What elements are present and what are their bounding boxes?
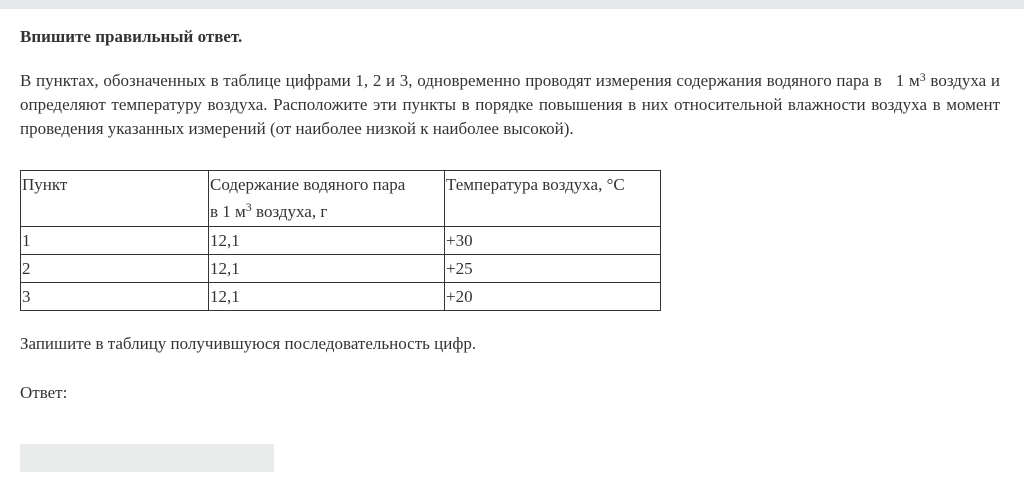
cell-vapor: 12,1 (209, 283, 445, 311)
answer-label: Ответ: (20, 383, 68, 402)
table-row (21, 255, 661, 283)
table-row (21, 227, 661, 255)
instruction-text: Запишите в таблицу получившуюся последовательность цифр. (20, 334, 477, 353)
question-text (20, 69, 1000, 141)
table-header-row (21, 171, 661, 227)
task-title: Впишите правильный ответ. (20, 27, 243, 46)
cell-point: 1 (21, 227, 209, 255)
cell-point: 2 (21, 255, 209, 283)
cell-point: 3 (21, 283, 209, 311)
answer-input[interactable] (20, 444, 274, 472)
header-vapor-superscript: 3 (245, 200, 252, 214)
cell-temperature: +30 (445, 227, 661, 255)
question-part-1: В пунктах, обозначенных в таблице цифрами 1, 2 и 3, одновременно проводят измерения содержания водяного пара в 1 м (20, 71, 920, 90)
top-bar (0, 0, 1024, 9)
cell-temperature: +20 (445, 283, 661, 311)
cell-vapor: 12,1 (209, 255, 445, 283)
table-row (21, 283, 661, 311)
cell-vapor: 12,1 (209, 227, 445, 255)
question-superscript: 3 (919, 70, 926, 84)
question-part-2: воздуха и определяют температуру воздуха. Расположите эти пункты в порядке повышения в них относительной влажности воздуха в момент проведения указанных измерений (от наиболее низкой к наиболее высокой). (20, 71, 1000, 138)
header-vapor-line-2-post: воздуха, г (251, 202, 328, 221)
header-vapor-line-2-pre: в 1 м (210, 202, 246, 221)
cell-temperature: +25 (445, 255, 661, 283)
measurements-table (20, 170, 661, 311)
header-temperature: Температура воздуха, °C (445, 171, 661, 227)
header-vapor (209, 171, 445, 227)
header-vapor-line-1: Содержание водяного пара (210, 175, 406, 194)
header-point: Пункт (21, 171, 209, 227)
